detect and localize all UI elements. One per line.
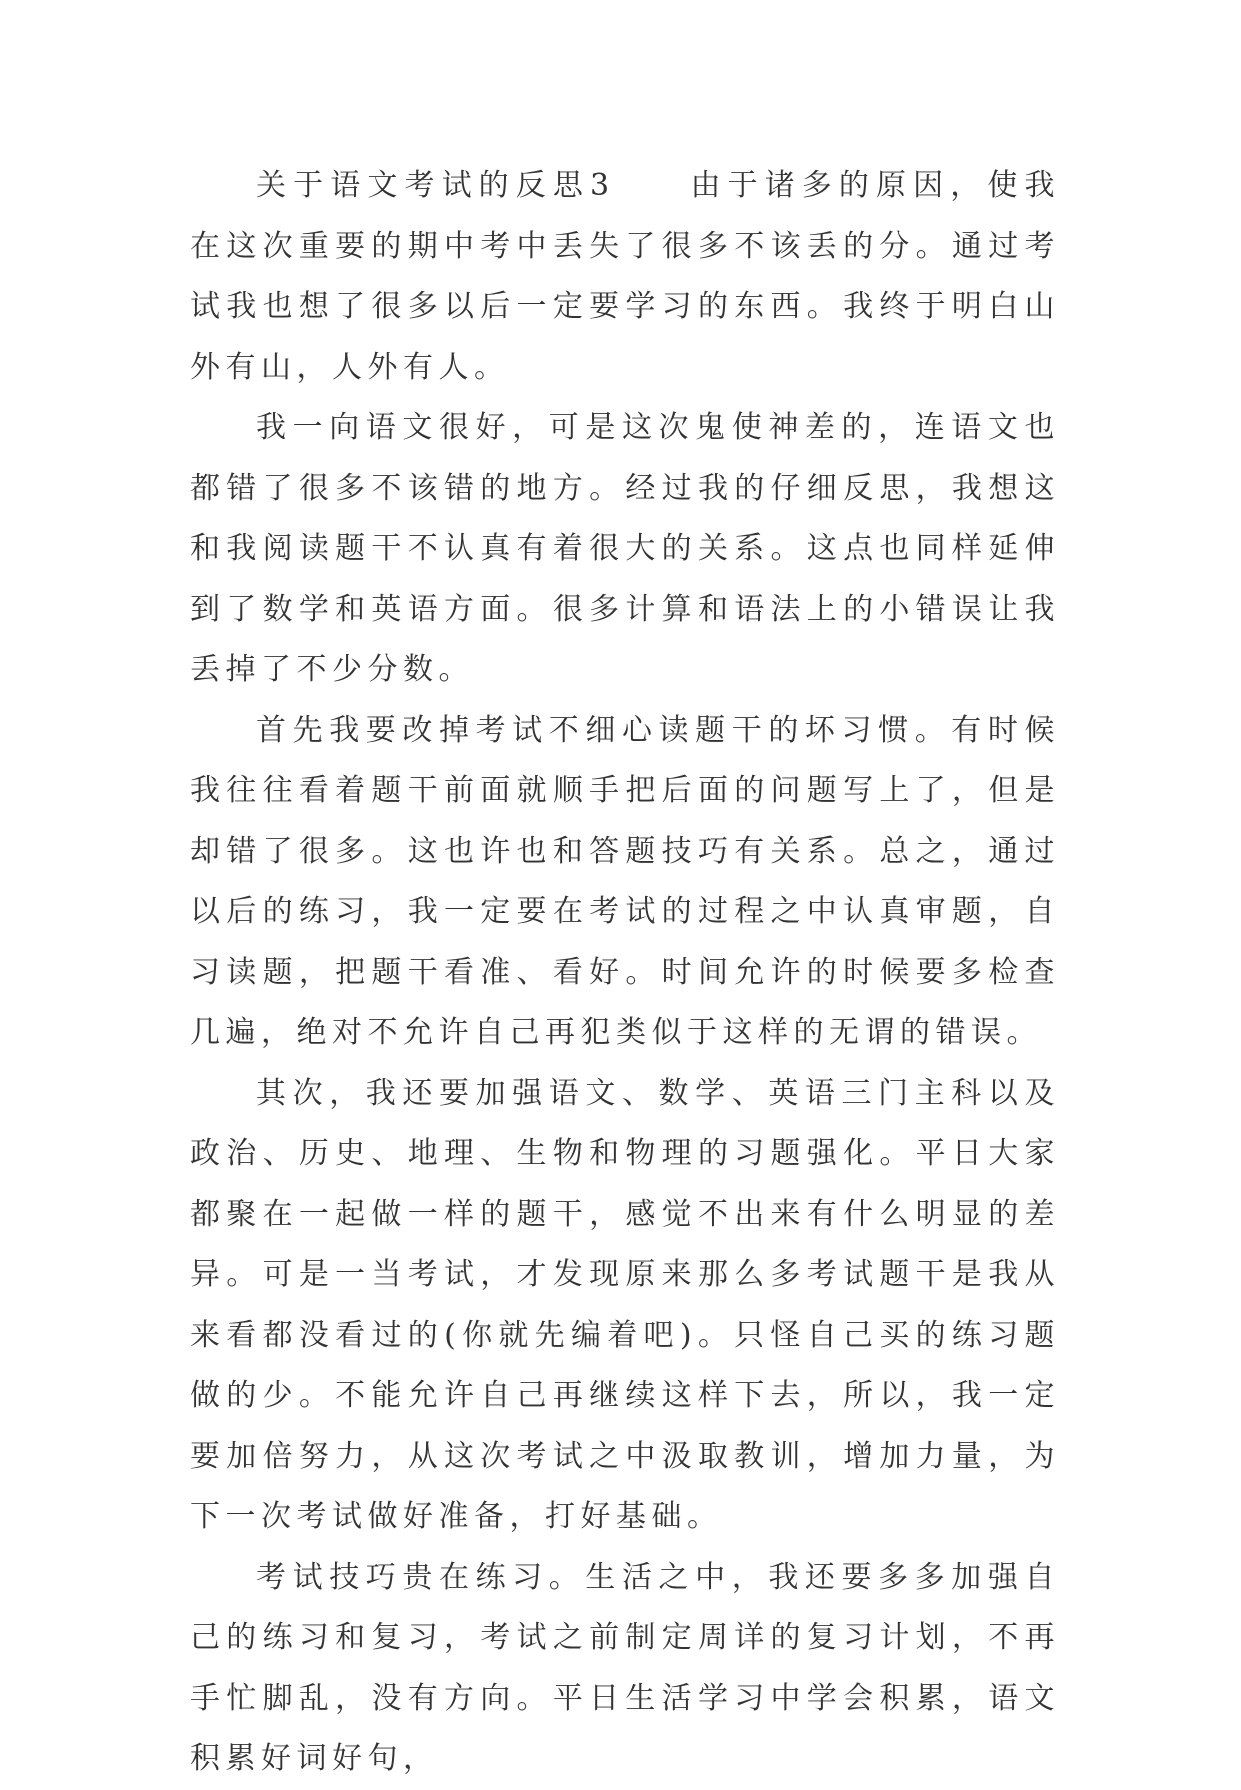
paragraph-4: 其次，我还要加强语文、数学、英语三门主科以及政治、历史、地理、生物和物理的习题强化。平日大家都聚在一起做一样的题干，感觉不出来有什么明显的差异。可是一当考试，才发现原来那么多考试题干是我从来看都没看过的(你就先编着吧)。只怪自己买的练习题做的少。不能允许自己再继续这样下去，所以，我一定要加倍努力，从这次考试之中汲取教训，增加力量，为下一次考试做好准备，打好基础。 [190, 1075, 1060, 1534]
paragraph-1: 关于语文考试的反思3 由于诸多的原因，使我在这次重要的期中考中丢失了很多不该丢的分。通过考试我也想了很多以后一定要学习的东西。我终于明白山外有山，人外有人。 [190, 168, 1060, 385]
paragraph-5: 考试技巧贵在练习。生活之中，我还要多多加强自己的练习和复习，考试之前制定周详的复习计划，不再手忙脚乱，没有方向。平日生活学习中学会积累，语文积累好词好句， [190, 1559, 1060, 1776]
document-body [190, 156, 1060, 1790]
paragraph-2: 我一向语文很好，可是这次鬼使神差的，连语文也都错了很多不该错的地方。经过我的仔细反思，我想这和我阅读题干不认真有着很大的关系。这点也同样延伸到了数学和英语方面。很多计算和语法上的小错误让我丢掉了不少分数。 [190, 410, 1060, 687]
paragraph-3: 首先我要改掉考试不细心读题干的坏习惯。有时候我往往看着题干前面就顺手把后面的问题写上了，但是却错了很多。这也许也和答题技巧有关系。总之，通过以后的练习，我一定要在考试的过程之中认真审题，自习读题，把题干看准、看好。时间允许的时候要多检查几遍，绝对不允许自己再犯类似于这样的无谓的错误。 [190, 712, 1060, 1050]
